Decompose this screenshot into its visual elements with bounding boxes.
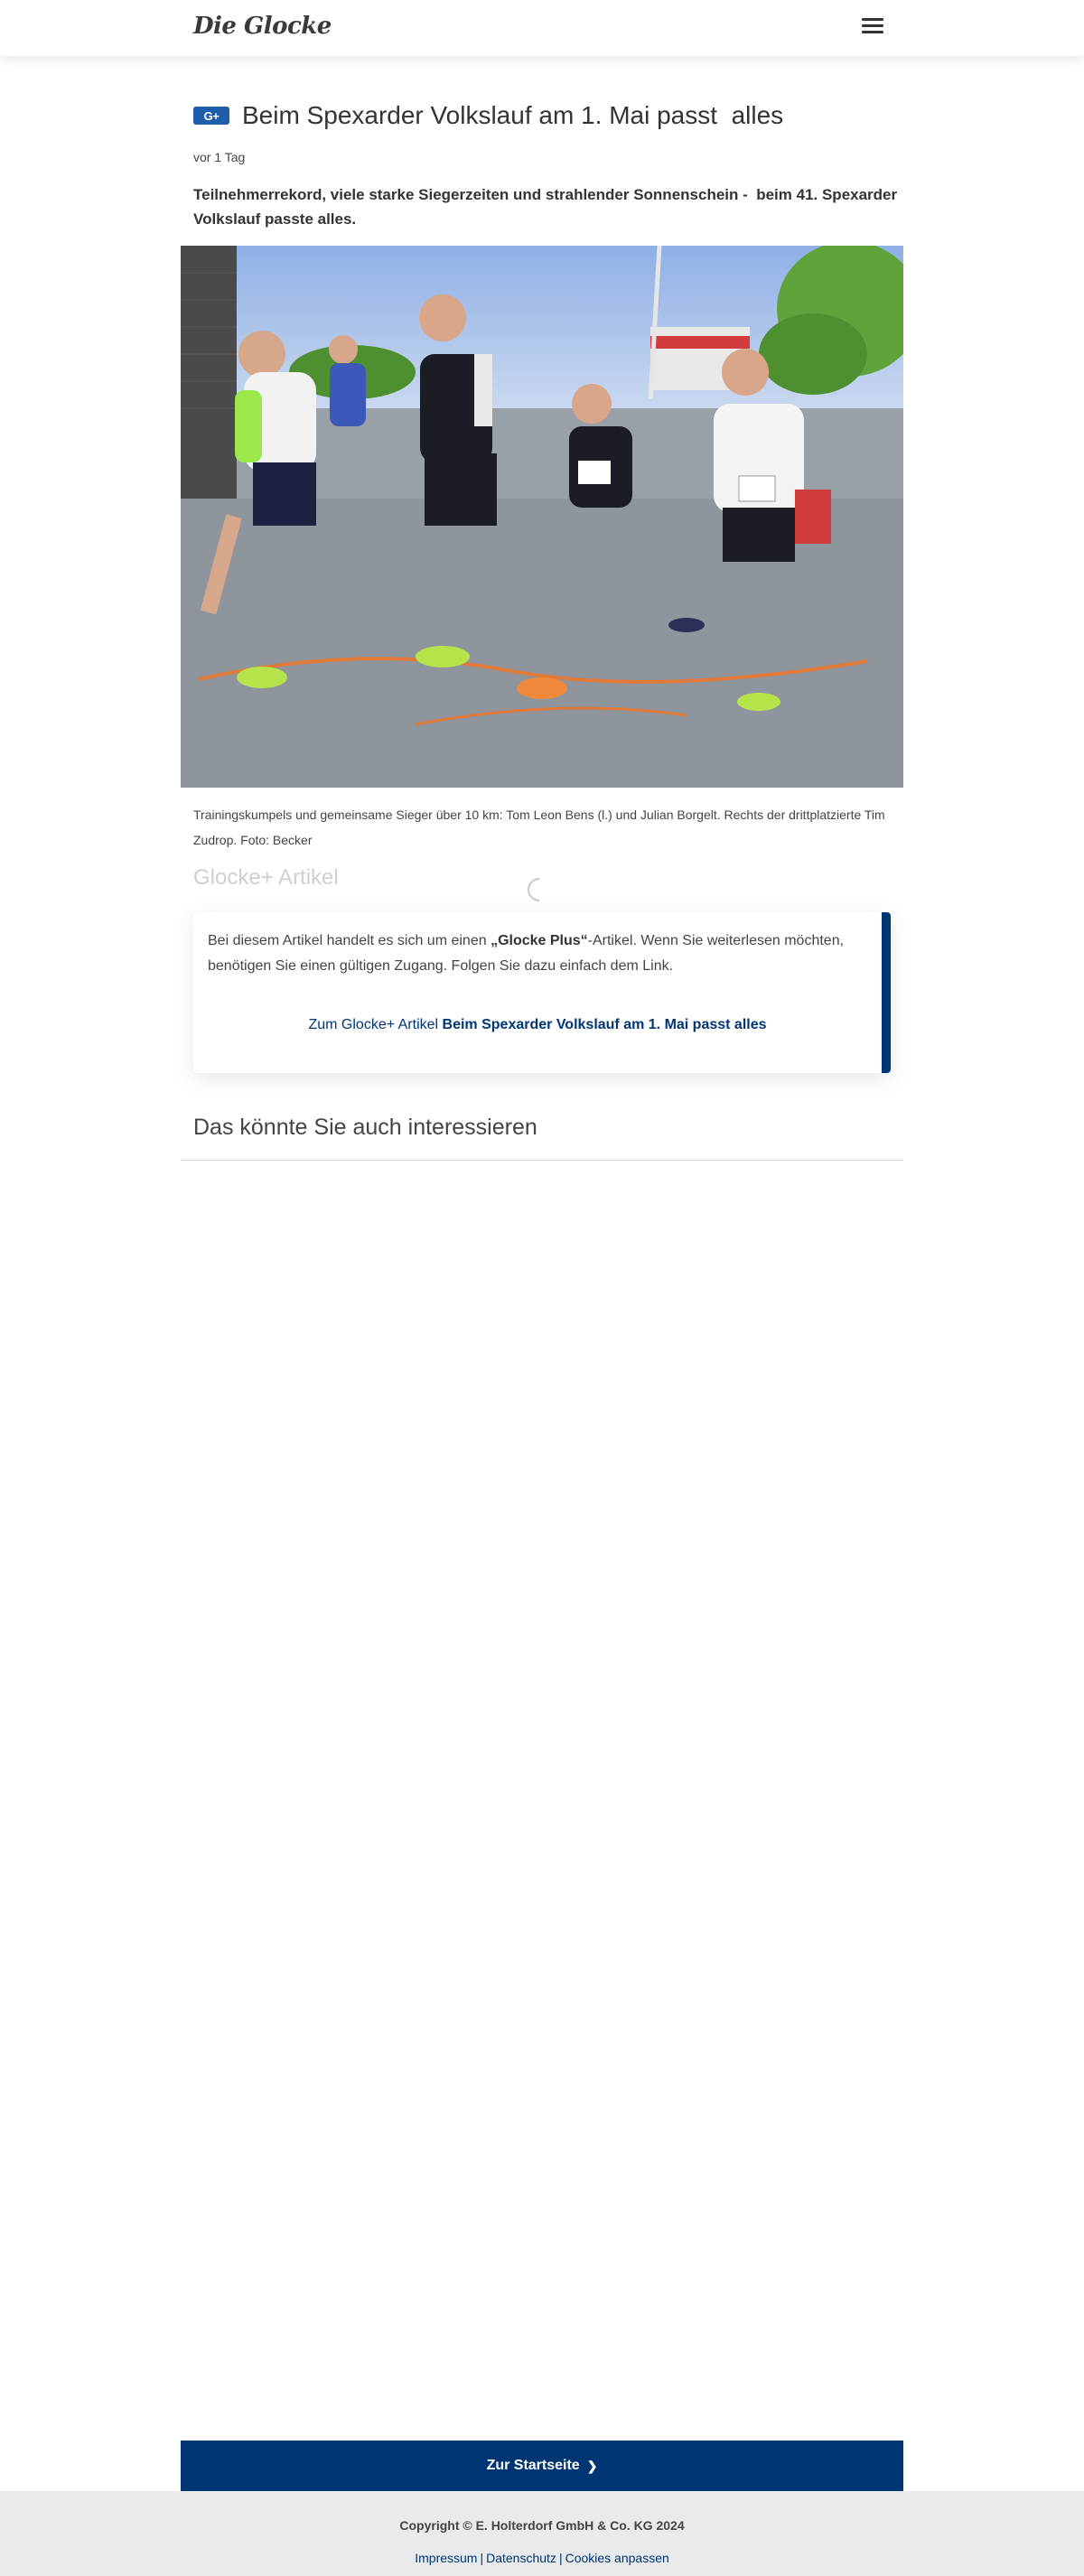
paywall-text-end: -Artikel. Wenn Sie weiterlesen möchten, benötigen Sie einen gültigen Zugang. Folgen Sie dazu einfach dem Link.: [208, 933, 845, 974]
paywall-box: [193, 912, 891, 1073]
paywall-link-title[interactable]: Beim Spexarder Volkslauf am 1. Mai passt alles: [442, 1017, 767, 1032]
glocke-plus-article-link[interactable]: [193, 1017, 882, 1033]
article-title-row: [193, 101, 898, 130]
loading-spinner-icon: [523, 873, 556, 907]
article-photo: [181, 246, 903, 788]
site-header: [0, 0, 1084, 56]
home-page-button-label[interactable]: Zur Startseite: [486, 2458, 580, 2473]
paywall-link-prefix[interactable]: Zum Glocke+ Artikel: [308, 1017, 443, 1032]
datenschutz-link[interactable]: Datenschutz: [486, 2551, 556, 2565]
site-logo[interactable]: Die Glocke: [193, 13, 332, 40]
footer-links: [0, 2551, 1084, 2565]
cookies-link[interactable]: Cookies anpassen: [565, 2551, 669, 2565]
site-footer: [0, 2491, 1084, 2576]
hamburger-menu-icon[interactable]: [862, 18, 883, 38]
link-separator: |: [480, 2551, 484, 2565]
glocke-plus-badge: G+: [193, 107, 229, 125]
paywall-text-start: Bei diesem Artikel handelt es sich um einen: [208, 933, 491, 948]
related-articles-heading: Das könnte Sie auch interessieren: [193, 1115, 537, 1140]
impressum-link[interactable]: Impressum: [415, 2551, 478, 2565]
home-page-button[interactable]: [181, 2441, 903, 2491]
photo-caption: Trainingskumpels und gemeinsame Sieger über 10 km: Tom Leon Bens (l.) und Julian Borgelt. Rechts der drittplatzierte Tim Zudrop. Foto: Becker: [193, 807, 885, 847]
link-separator: |: [558, 2551, 563, 2565]
chevron-right-icon: ❯: [586, 2458, 598, 2473]
glocke-plus-heading: Glocke+ Artikel: [193, 865, 339, 890]
copyright-text: Copyright © E. Holterdorf GmbH & Co. KG 2024: [399, 2518, 685, 2533]
article-title: Beim Spexarder Volkslauf am 1. Mai passt alles: [242, 101, 784, 129]
article-lead: Teilnehmerrekord, viele starke Siegerzeiten und strahlender Sonnenschein - beim 41. Spexarder Volkslauf passte alles.: [193, 186, 902, 228]
paywall-text: [208, 929, 876, 979]
article-timestamp: vor 1 Tag: [193, 150, 246, 164]
paywall-text-bold: „Glocke Plus“: [491, 933, 588, 948]
divider: [181, 1160, 903, 1161]
